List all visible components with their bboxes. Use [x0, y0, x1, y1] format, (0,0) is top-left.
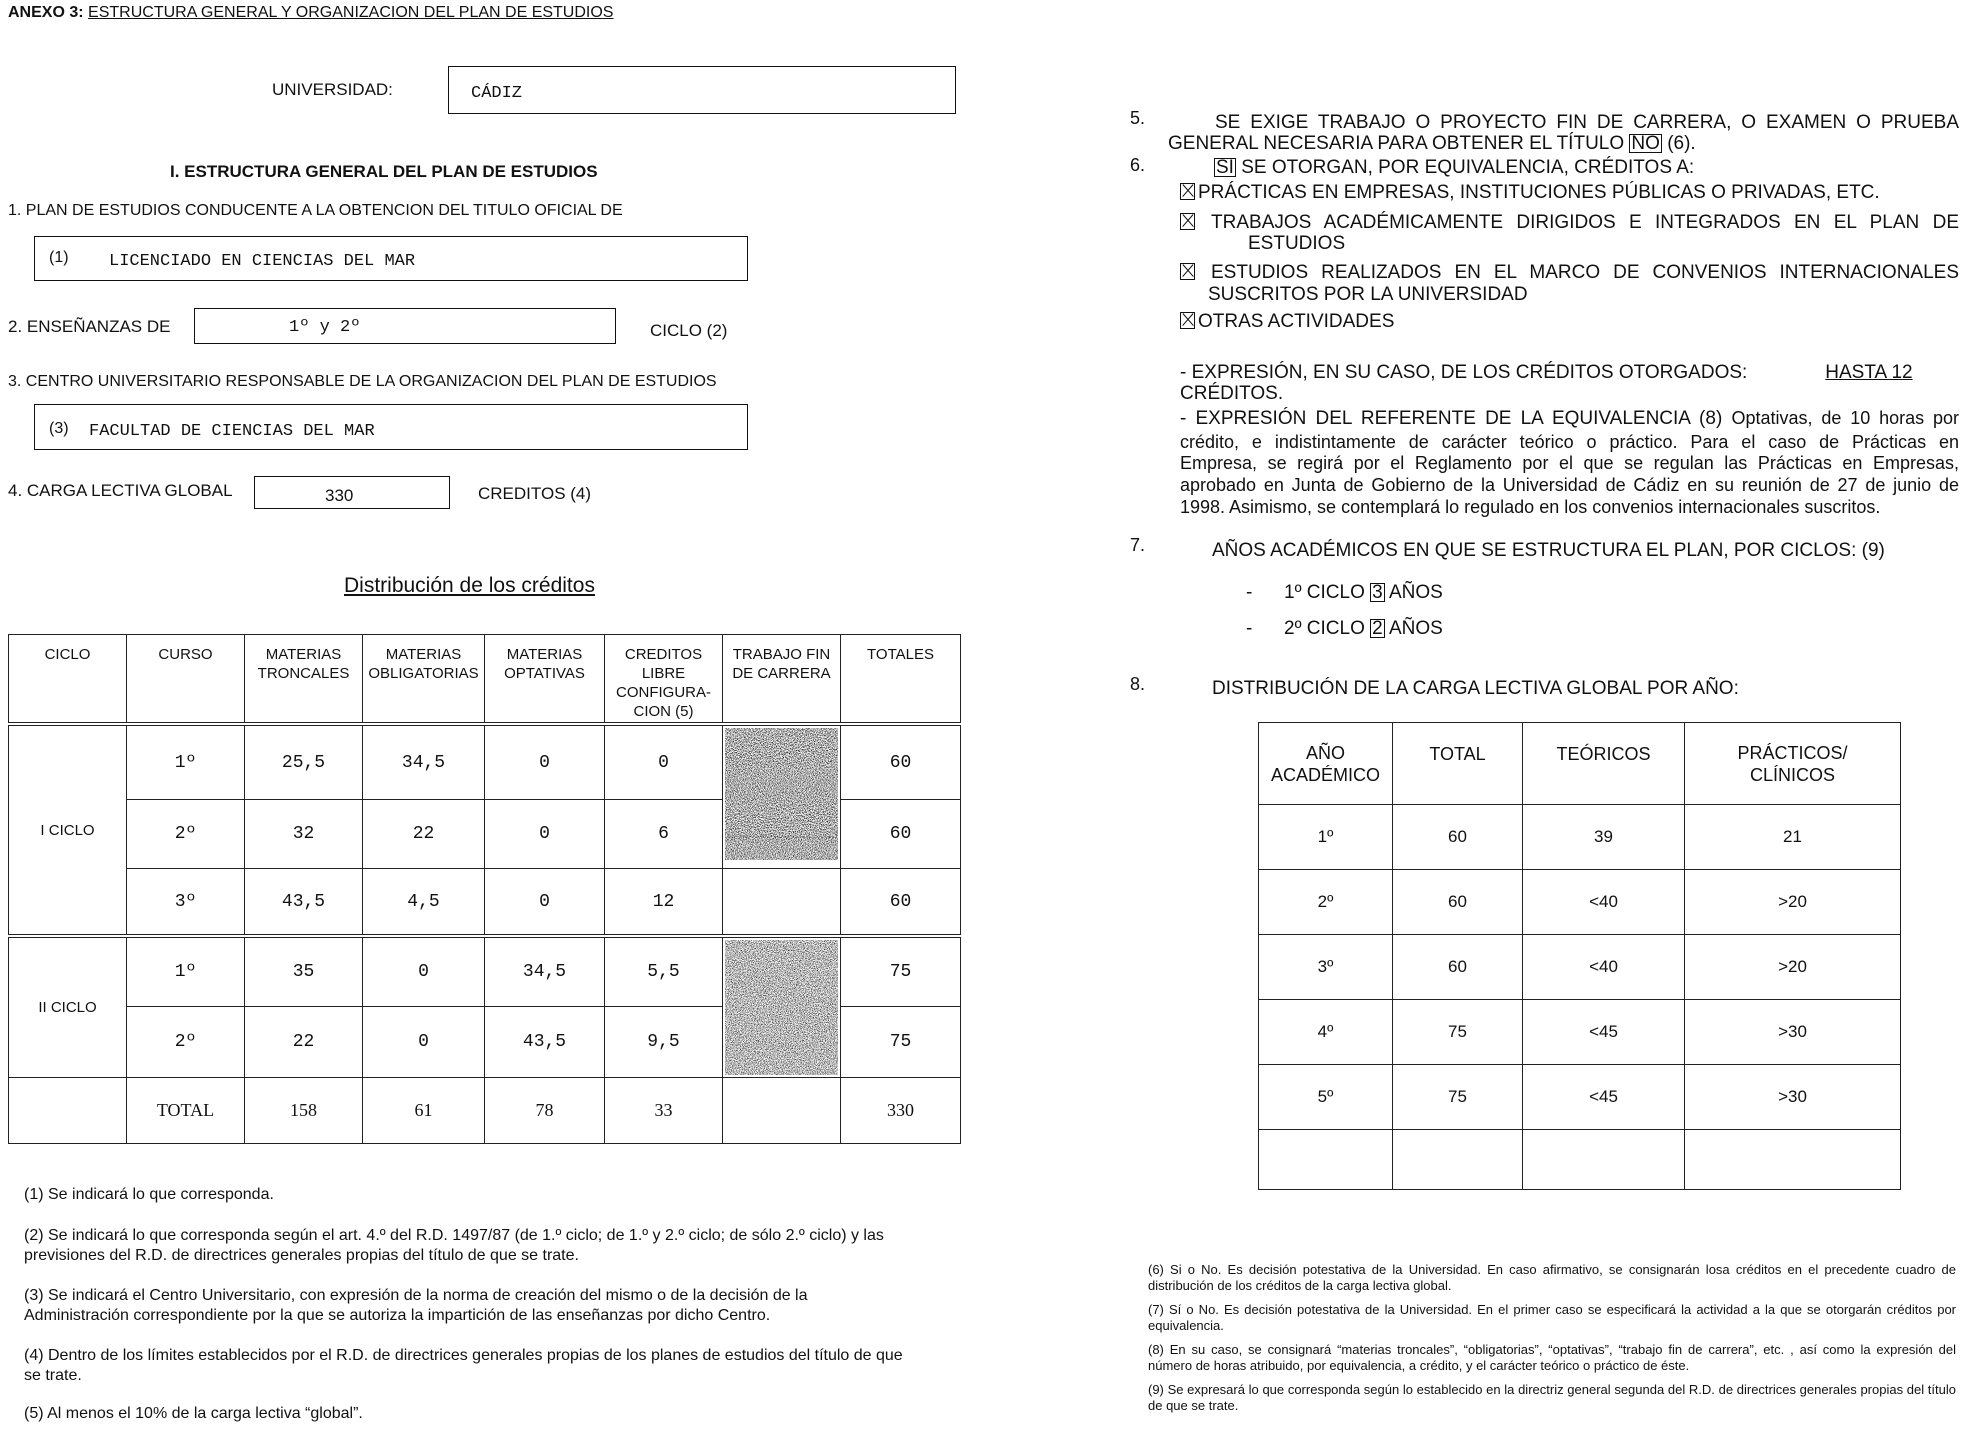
cell-troncales: 43,5 — [245, 869, 363, 937]
cell-obligatorias: 0 — [363, 936, 485, 1007]
item5-note: (6). — [1667, 133, 1696, 154]
checked-box-icon — [1180, 263, 1195, 280]
cycle-2-label: II CICLO — [9, 936, 127, 1078]
cell-total: 75 — [1393, 1000, 1523, 1065]
annual-load-table — [1258, 722, 1901, 1190]
distribution-title: Distribución de los créditos — [344, 574, 595, 597]
cycle1-years-box: 3 — [1372, 582, 1383, 603]
cell-troncales: 22 — [245, 1007, 363, 1078]
cell-totales: 60 — [841, 869, 961, 937]
cell-libre: 5,5 — [605, 936, 723, 1007]
option-convenios-cont: SUSCRITOS POR LA UNIVERSIDAD — [1208, 284, 1528, 305]
cell-optativas: 0 — [485, 800, 605, 869]
dash: - — [1246, 618, 1253, 639]
cell-optativas: 34,5 — [485, 936, 605, 1007]
item3-value: FACULTAD DE CIENCIAS DEL MAR — [89, 422, 375, 441]
cell-totales: 60 — [841, 800, 961, 869]
col-header-ciclo: CICLO — [9, 635, 127, 724]
col-header-obligatorias: MATERIAS OBLIGATORIAS — [363, 635, 485, 724]
item1-field — [34, 236, 748, 281]
total-libre: 33 — [605, 1078, 723, 1144]
annex-title: ESTRUCTURA GENERAL Y ORGANIZACION DEL PLAN DE ESTUDIOS — [88, 4, 614, 21]
item6-number: 6. — [1130, 155, 1146, 175]
equivalence-label: - EXPRESIÓN DEL REFERENTE DE LA EQUIVALENCIA (8) — [1180, 408, 1723, 429]
footnote-1: (1) Se indicará lo que corresponda. — [24, 1186, 274, 1203]
item3-field — [34, 404, 748, 450]
cell-empty — [1523, 1130, 1685, 1190]
cell-optativas: 0 — [485, 724, 605, 800]
option-label: OTRAS ACTIVIDADES — [1198, 311, 1395, 332]
annex-label: ANEXO 3: — [8, 4, 84, 21]
col-header-teoricos: TEÓRICOS — [1523, 723, 1685, 805]
equivalence-line-3: Empresa, se regirá por el Reglamento por el que se regulan las Prácticas en Empresas, — [1180, 453, 1959, 473]
table-header-row — [9, 635, 961, 724]
university-label: UNIVERSIDAD: — [272, 80, 393, 99]
cycle2-label: 2º CICLO — [1284, 618, 1365, 639]
footnote-7: (7) Sí o No. Es decisión potestativa de la Universidad. En el primer caso se especificará la actividad a la que se otorgarán créditos por equivalencia. — [1148, 1302, 1956, 1333]
item2-suffix: CICLO (2) — [650, 321, 728, 340]
cell-totales: 60 — [841, 724, 961, 800]
cycle1-years — [1246, 582, 1443, 604]
item7-number: 7. — [1130, 535, 1146, 555]
cell-obligatorias: 0 — [363, 1007, 485, 1078]
item5-number: 5. — [1130, 108, 1146, 128]
cell-teoricos: 39 — [1523, 805, 1685, 870]
option-label: TRABAJOS ACADÉMICAMENTE DIRIGIDOS E INTEGRADOS EN EL PLAN DE — [1211, 212, 1959, 233]
item6-answer-box: SI — [1216, 157, 1234, 178]
cell-total: 60 — [1393, 935, 1523, 1000]
annex-header — [8, 4, 613, 22]
cell-practicos: >30 — [1685, 1000, 1901, 1065]
cell-empty — [9, 1078, 127, 1144]
footnote-4: (4) Dentro de los límites establecidos por el R.D. de directrices generales propias de los planes de estudios del título de que se trate. — [24, 1347, 903, 1384]
cell-curso: 2º — [127, 1007, 245, 1078]
item2-label: 2. ENSEÑANZAS DE — [8, 317, 171, 336]
col-header-libre: CREDITOS LIBRE CONFIGURA- CION (5) — [605, 635, 723, 724]
shading-texture — [725, 728, 838, 866]
cell-empty — [1259, 1130, 1393, 1190]
cell-practicos: >20 — [1685, 870, 1901, 935]
cell-total: 60 — [1393, 870, 1523, 935]
cell-troncales: 25,5 — [245, 724, 363, 800]
col-header-totales: TOTALES — [841, 635, 961, 724]
cell-curso: 1º — [127, 936, 245, 1007]
option-trabajos — [1180, 212, 1959, 234]
cell-year: 1º — [1259, 805, 1393, 870]
university-field — [448, 66, 956, 114]
item5-line2 — [1168, 133, 1696, 155]
cell-trabajo-empty — [723, 1078, 841, 1144]
dash: - — [1246, 582, 1253, 603]
table-row — [1259, 1000, 1901, 1065]
item7-text: AÑOS ACADÉMICOS EN QUE SE ESTRUCTURA EL PLAN, POR CICLOS: (9) — [1212, 540, 1885, 561]
cell-year: 3º — [1259, 935, 1393, 1000]
total-row — [9, 1078, 961, 1144]
cell-optativas: 0 — [485, 869, 605, 937]
trabajo-shaded-cell-2 — [723, 936, 841, 1078]
footnote-5: (5) Al menos el 10% de la carga lectiva “global”. — [24, 1405, 363, 1422]
col-header-total: TOTAL — [1393, 723, 1523, 805]
item4-suffix: CREDITOS (4) — [478, 484, 592, 503]
cell-year: 2º — [1259, 870, 1393, 935]
col-header-optativas: MATERIAS OPTATIVAS — [485, 635, 605, 724]
item6-text: SE OTORGAN, POR EQUIVALENCIA, CRÉDITOS A: — [1241, 157, 1695, 178]
expression-credits-label: - EXPRESIÓN, EN SU CASO, DE LOS CRÉDITOS OTORGADOS: — [1180, 362, 1748, 383]
years-label: AÑOS — [1388, 582, 1443, 603]
cycle1-label: 1º CICLO — [1284, 582, 1365, 603]
option-label: ESTUDIOS REALIZADOS EN EL MARCO DE CONVENIOS INTERNACIONALES — [1211, 262, 1959, 283]
cell-teoricos: <45 — [1523, 1065, 1685, 1130]
cell-troncales: 32 — [245, 800, 363, 869]
table-row — [9, 869, 961, 937]
cell-obligatorias: 34,5 — [363, 724, 485, 800]
footnote-9: (9) Se expresará lo que corresponda según lo establecido en la directriz general segunda del R.D. de directrices generales propias del título de que se trate. — [1148, 1382, 1956, 1413]
table-row — [1259, 1065, 1901, 1130]
cell-teoricos: <40 — [1523, 935, 1685, 1000]
item1-value: LICENCIADO EN CIENCIAS DEL MAR — [109, 252, 416, 271]
item1-label: 1. PLAN DE ESTUDIOS CONDUCENTE A LA OBTENCION DEL TITULO OFICIAL DE — [8, 202, 623, 219]
table-row — [9, 724, 961, 800]
cell-total: 60 — [1393, 805, 1523, 870]
cell-troncales: 35 — [245, 936, 363, 1007]
table-row — [1259, 805, 1901, 870]
item5-answer-box: NO — [1631, 133, 1660, 154]
item8-number: 8. — [1130, 674, 1146, 694]
expression-credits — [1180, 362, 1959, 384]
checked-box-icon — [1180, 213, 1195, 230]
item3-label: 3. CENTRO UNIVERSITARIO RESPONSABLE DE LA ORGANIZACION DEL PLAN DE ESTUDIOS — [8, 373, 717, 390]
cell-libre: 12 — [605, 869, 723, 937]
cell-curso: 1º — [127, 724, 245, 800]
col-header-year: AÑO ACADÉMICO — [1259, 723, 1393, 805]
item2-value: 1º y 2º — [289, 318, 361, 337]
footnote-2: (2) Se indicará lo que corresponda según el art. 4.º del R.D. 1497/87 (de 1.º ciclo; de 1.º y 2.º ciclo; de sólo 2.º ciclo) y las previsiones del R.D. de directrices generales propias del título de que se trate. — [24, 1227, 884, 1264]
col-header-troncales: MATERIAS TRONCALES — [245, 635, 363, 724]
total-optativas: 78 — [485, 1078, 605, 1144]
cell-year: 4º — [1259, 1000, 1393, 1065]
item3-note: (3) — [49, 420, 69, 437]
cell-trabajo-empty — [723, 869, 841, 937]
cell-obligatorias: 4,5 — [363, 869, 485, 937]
cell-totales: 75 — [841, 1007, 961, 1078]
equivalence-line-2: crédito, e indistintamente de carácter teórico o práctico. Para el caso de Prácticas en — [1180, 432, 1959, 452]
cell-optativas: 43,5 — [485, 1007, 605, 1078]
col-header-practicos: PRÁCTICOS/ CLÍNICOS — [1685, 723, 1901, 805]
section-title: I. ESTRUCTURA GENERAL DEL PLAN DE ESTUDIOS — [170, 162, 598, 181]
table-row-empty — [1259, 1130, 1901, 1190]
item2-field — [194, 308, 616, 344]
option-convenios — [1180, 262, 1959, 284]
cell-total: 75 — [1393, 1065, 1523, 1130]
footnote-8: (8) En su caso, se consignará “materias troncales”, “obligatorias”, “optativas”, “trabajo fin de carrera”, etc. , así como la expresión del número de horas atribuido, por equivalencia, a crédito, y el carácter teórico o práctico de éste. — [1148, 1342, 1956, 1373]
university-value: CÁDIZ — [471, 84, 523, 103]
cell-empty — [1685, 1130, 1901, 1190]
item8-text: DISTRIBUCIÓN DE LA CARGA LECTIVA GLOBAL POR AÑO: — [1212, 678, 1739, 699]
equivalence-line-5: 1998. Asimismo, se contemplará lo regulado en los convenios internacionales suscritos. — [1180, 497, 1881, 517]
col-header-curso: CURSO — [127, 635, 245, 724]
trabajo-shaded-cell-1 — [723, 724, 841, 869]
cell-practicos: >20 — [1685, 935, 1901, 1000]
item1-note: (1) — [49, 249, 69, 266]
cell-practicos: >30 — [1685, 1065, 1901, 1130]
table-row — [9, 936, 961, 1007]
table-header-row — [1259, 723, 1901, 805]
checked-box-icon — [1180, 183, 1195, 200]
item5-line1: SE EXIGE TRABAJO O PROYECTO FIN DE CARRERA, O EXAMEN O PRUEBA — [1215, 112, 1959, 133]
total-label: TOTAL — [127, 1078, 245, 1144]
cycle2-years — [1246, 618, 1443, 640]
credit-distribution-table — [8, 634, 961, 1144]
total-totales: 330 — [841, 1078, 961, 1144]
cell-teoricos: <45 — [1523, 1000, 1685, 1065]
shading-texture — [725, 940, 838, 1075]
cell-teoricos: <40 — [1523, 870, 1685, 935]
total-obligatorias: 61 — [363, 1078, 485, 1144]
footnote-6: (6) Si o No. Es decisión potestativa de la Universidad. En caso afirmativo, se consignarán losa créditos en el precedente cuadro de distribución de los créditos de la carga lectiva global. — [1148, 1262, 1956, 1293]
option-trabajos-cont: ESTUDIOS — [1248, 233, 1346, 254]
cell-practicos: 21 — [1685, 805, 1901, 870]
item4-field — [254, 476, 450, 509]
item6-heading — [1214, 157, 1694, 179]
cell-libre: 9,5 — [605, 1007, 723, 1078]
table-row — [1259, 935, 1901, 1000]
cycle2-years-box: 2 — [1372, 618, 1383, 639]
item4-value: 330 — [325, 486, 354, 505]
cell-totales: 75 — [841, 936, 961, 1007]
option-label: PRÁCTICAS EN EMPRESAS, INSTITUCIONES PÚBLICAS O PRIVADAS, ETC. — [1198, 182, 1880, 203]
item5-line2-text: GENERAL NECESARIA PARA OBTENER EL TÍTULO — [1168, 133, 1625, 154]
equivalence-line-1 — [1180, 408, 1959, 430]
years-label: AÑOS — [1388, 618, 1443, 639]
checked-box-icon — [1180, 312, 1195, 329]
option-practicas — [1180, 182, 1880, 204]
cell-curso: 2º — [127, 800, 245, 869]
cell-libre: 0 — [605, 724, 723, 800]
equivalence-text-start: Optativas, de 10 horas por — [1731, 408, 1960, 428]
cell-curso: 3º — [127, 869, 245, 937]
col-header-trabajo: TRABAJO FIN DE CARRERA — [723, 635, 841, 724]
expression-credits-cont: CRÉDITOS. — [1180, 383, 1284, 404]
cell-libre: 6 — [605, 800, 723, 869]
cycle-1-label: I CICLO — [9, 724, 127, 936]
item4-label: 4. CARGA LECTIVA GLOBAL — [8, 481, 233, 500]
cell-year: 5º — [1259, 1065, 1393, 1130]
expression-credits-value: HASTA 12 — [1825, 362, 1913, 383]
cell-empty — [1393, 1130, 1523, 1190]
footnote-3: (3) Se indicará el Centro Universitario, con expresión de la norma de creación del mismo o de la decisión de la Administración correspondiente por la que se autoriza la impartición de las enseñanzas por dicho Centro. — [24, 1287, 808, 1324]
cell-obligatorias: 22 — [363, 800, 485, 869]
total-troncales: 158 — [245, 1078, 363, 1144]
option-otras — [1180, 311, 1394, 333]
table-row — [1259, 870, 1901, 935]
equivalence-line-4: aprobado en Junta de Gobierno de la Universidad de Cádiz en su reunión de 27 de junio de — [1180, 475, 1959, 495]
